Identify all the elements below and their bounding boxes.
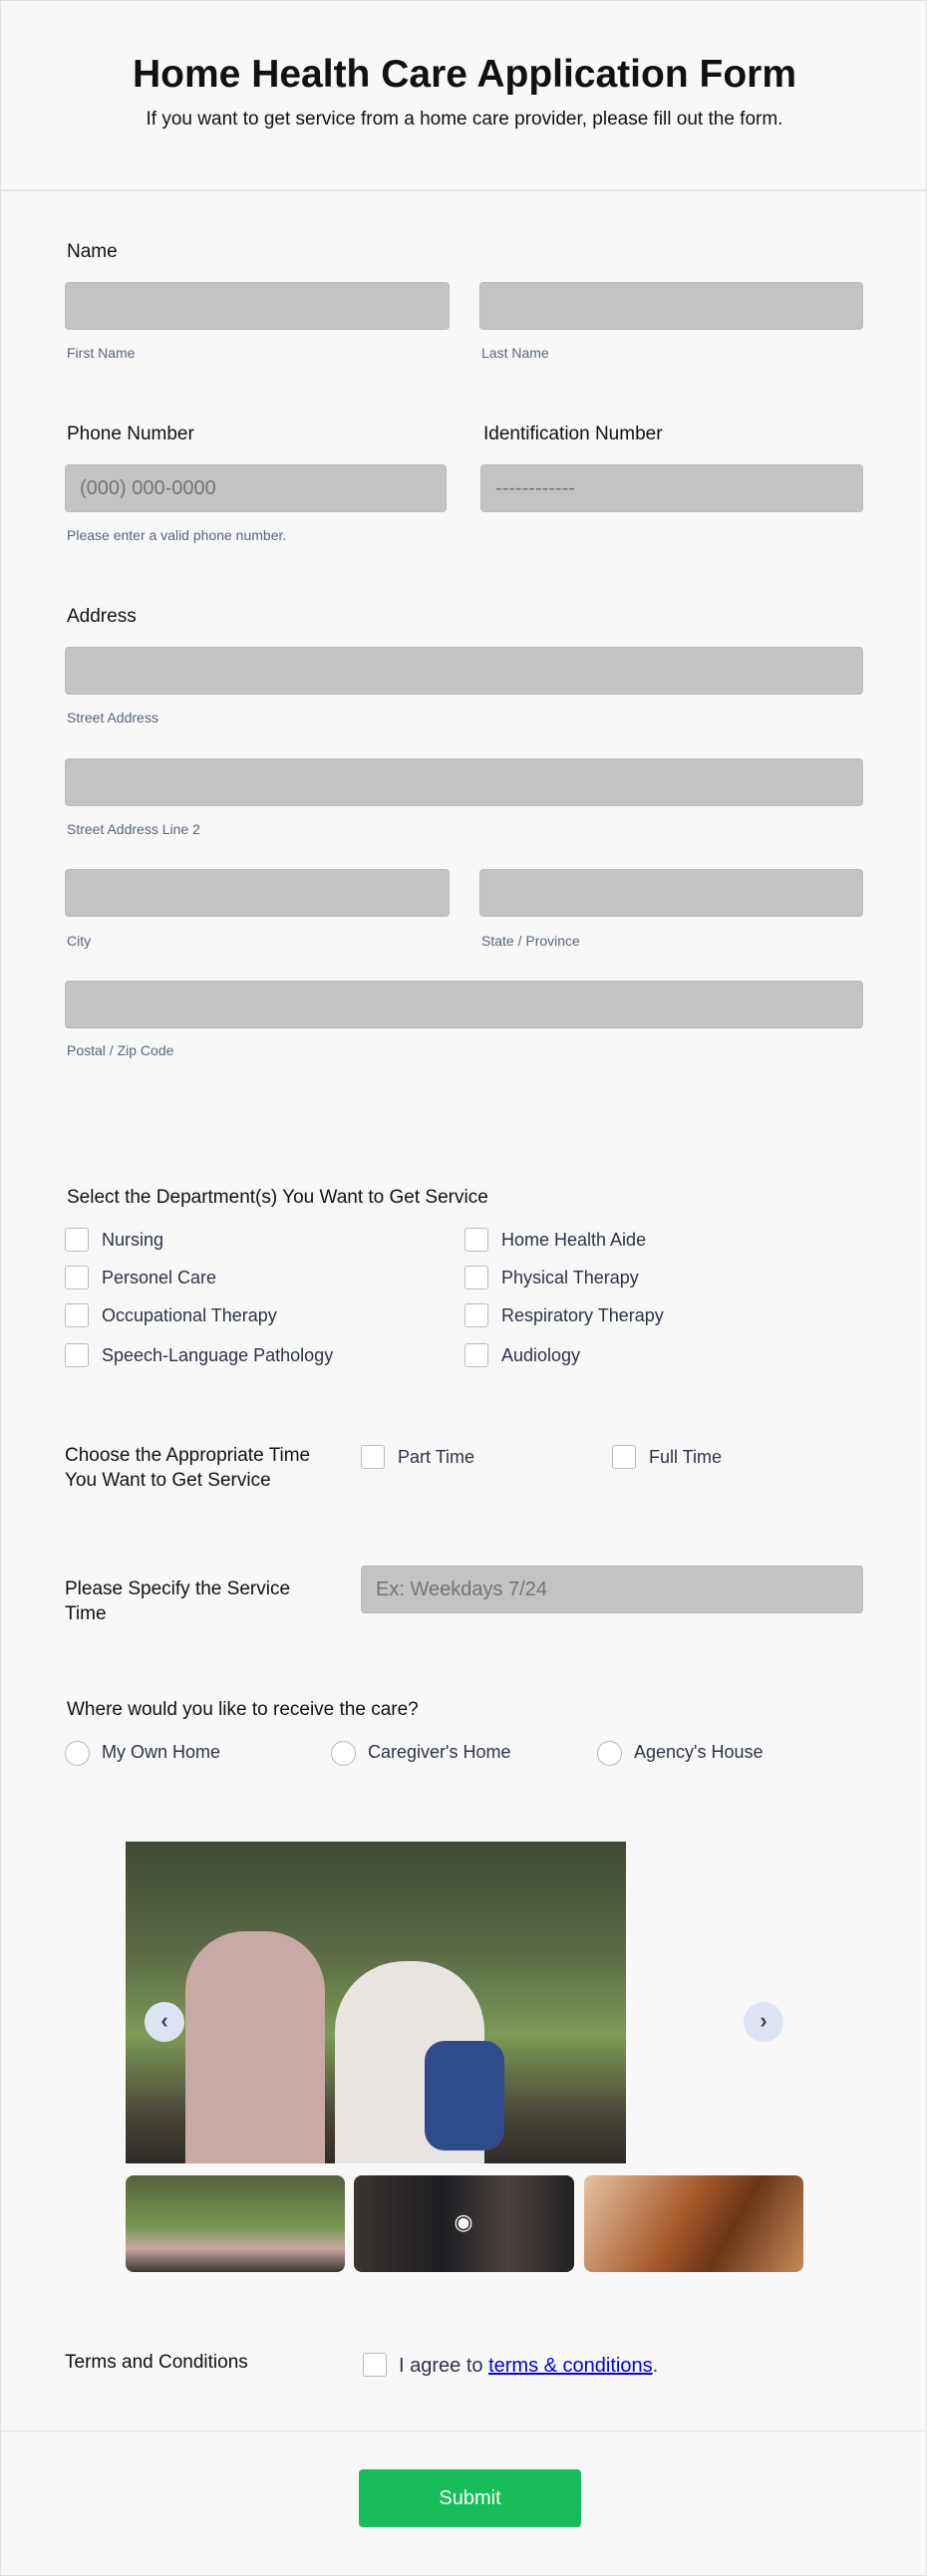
dept-checkbox-speech-language-pathology[interactable]	[65, 1343, 89, 1367]
dept-label-audiology: Audiology	[501, 1345, 581, 1365]
dept-checkbox-occupational-therapy[interactable]	[65, 1303, 89, 1327]
header-divider	[1, 189, 927, 191]
dept-checkbox-respiratory-therapy[interactable]	[464, 1303, 488, 1327]
dept-checkbox-physical-therapy[interactable]	[464, 1266, 488, 1289]
street-input[interactable]	[65, 647, 863, 695]
terms-prefix: I agree to	[399, 2355, 489, 2377]
terms-link[interactable]: terms & conditions	[488, 2355, 653, 2377]
terms-checkbox[interactable]	[363, 2353, 387, 2377]
dept-checkbox-nursing[interactable]	[65, 1228, 89, 1252]
radio-agency-house-label: Agency's House	[634, 1742, 764, 1762]
dept-label-physical-therapy: Physical Therapy	[501, 1268, 639, 1288]
zip-sublabel: Postal / Zip Code	[67, 1042, 174, 1058]
last-name-input[interactable]	[479, 282, 863, 330]
radio-agency-house[interactable]	[597, 1741, 622, 1766]
part-time-checkbox[interactable]	[361, 1445, 385, 1469]
gallery-main-image	[126, 1842, 626, 2163]
eye-icon: ◉	[454, 2209, 473, 2234]
phone-hint: Please enter a valid phone number.	[67, 527, 287, 543]
id-number-label: Identification Number	[483, 424, 663, 444]
first-name-input[interactable]	[65, 282, 450, 330]
state-input[interactable]	[479, 869, 863, 917]
first-name-sublabel: First Name	[67, 345, 136, 361]
dept-label-respiratory-therapy: Respiratory Therapy	[501, 1305, 664, 1325]
last-name-sublabel: Last Name	[481, 345, 549, 361]
time-label-2: You Want to Get Service	[65, 1470, 271, 1491]
city-sublabel: City	[67, 933, 92, 949]
street-sublabel: Street Address	[67, 710, 158, 725]
submit-button[interactable]: Submit	[359, 2469, 581, 2527]
dept-label-occupational-therapy: Occupational Therapy	[102, 1305, 277, 1325]
gallery-thumb-2[interactable]	[354, 2175, 574, 2272]
phone-label: Phone Number	[67, 424, 194, 444]
terms-label: Terms and Conditions	[65, 2352, 248, 2373]
city-input[interactable]	[65, 869, 450, 917]
time-label-1: Choose the Appropriate Time	[65, 1445, 311, 1466]
radio-own-home[interactable]	[65, 1741, 90, 1766]
street2-input[interactable]	[65, 758, 863, 806]
address-label: Address	[67, 606, 137, 627]
terms-suffix: .	[652, 2355, 659, 2377]
radio-caregiver-home[interactable]	[331, 1741, 356, 1766]
dept-label-nursing: Nursing	[102, 1230, 164, 1250]
full-time-label: Full Time	[649, 1447, 723, 1467]
radio-caregiver-home-label: Caregiver's Home	[368, 1742, 511, 1762]
departments-label: Select the Department(s) You Want to Get Service	[67, 1187, 488, 1208]
dept-label-speech-language-pathology: Speech-Language Pathology	[102, 1345, 334, 1365]
dept-checkbox-audiology[interactable]	[464, 1343, 488, 1367]
name-label: Name	[67, 241, 118, 262]
part-time-label: Part Time	[398, 1447, 475, 1467]
page-subtitle: If you want to get service from a home care provider, please fill out the form.	[146, 109, 783, 130]
dept-checkbox-personel-care[interactable]	[65, 1266, 89, 1289]
full-time-checkbox[interactable]	[612, 1445, 636, 1469]
dept-label-home-health-aide: Home Health Aide	[501, 1230, 647, 1250]
service-time-label-2: Time	[65, 1603, 107, 1624]
service-time-input[interactable]	[361, 1566, 863, 1613]
gallery-thumb-3[interactable]	[584, 2175, 803, 2272]
location-label: Where would you like to receive the care?	[67, 1699, 419, 1720]
street2-sublabel: Street Address Line 2	[67, 821, 200, 837]
service-time-label-1: Please Specify the Service	[65, 1578, 291, 1599]
page-title: Home Health Care Application Form	[133, 53, 796, 96]
gallery-prev-button[interactable]: ‹	[145, 2002, 184, 2042]
dept-label-personel-care: Personel Care	[102, 1268, 217, 1288]
state-sublabel: State / Province	[481, 933, 580, 949]
gallery-next-button[interactable]: ›	[744, 2002, 783, 2042]
gallery-thumb-1[interactable]	[126, 2175, 345, 2272]
zip-input[interactable]	[65, 981, 863, 1028]
phone-input[interactable]	[65, 464, 447, 512]
footer-divider	[1, 2431, 927, 2432]
radio-own-home-label: My Own Home	[102, 1742, 221, 1762]
dept-checkbox-home-health-aide[interactable]	[464, 1228, 488, 1252]
id-number-input[interactable]	[480, 464, 863, 512]
